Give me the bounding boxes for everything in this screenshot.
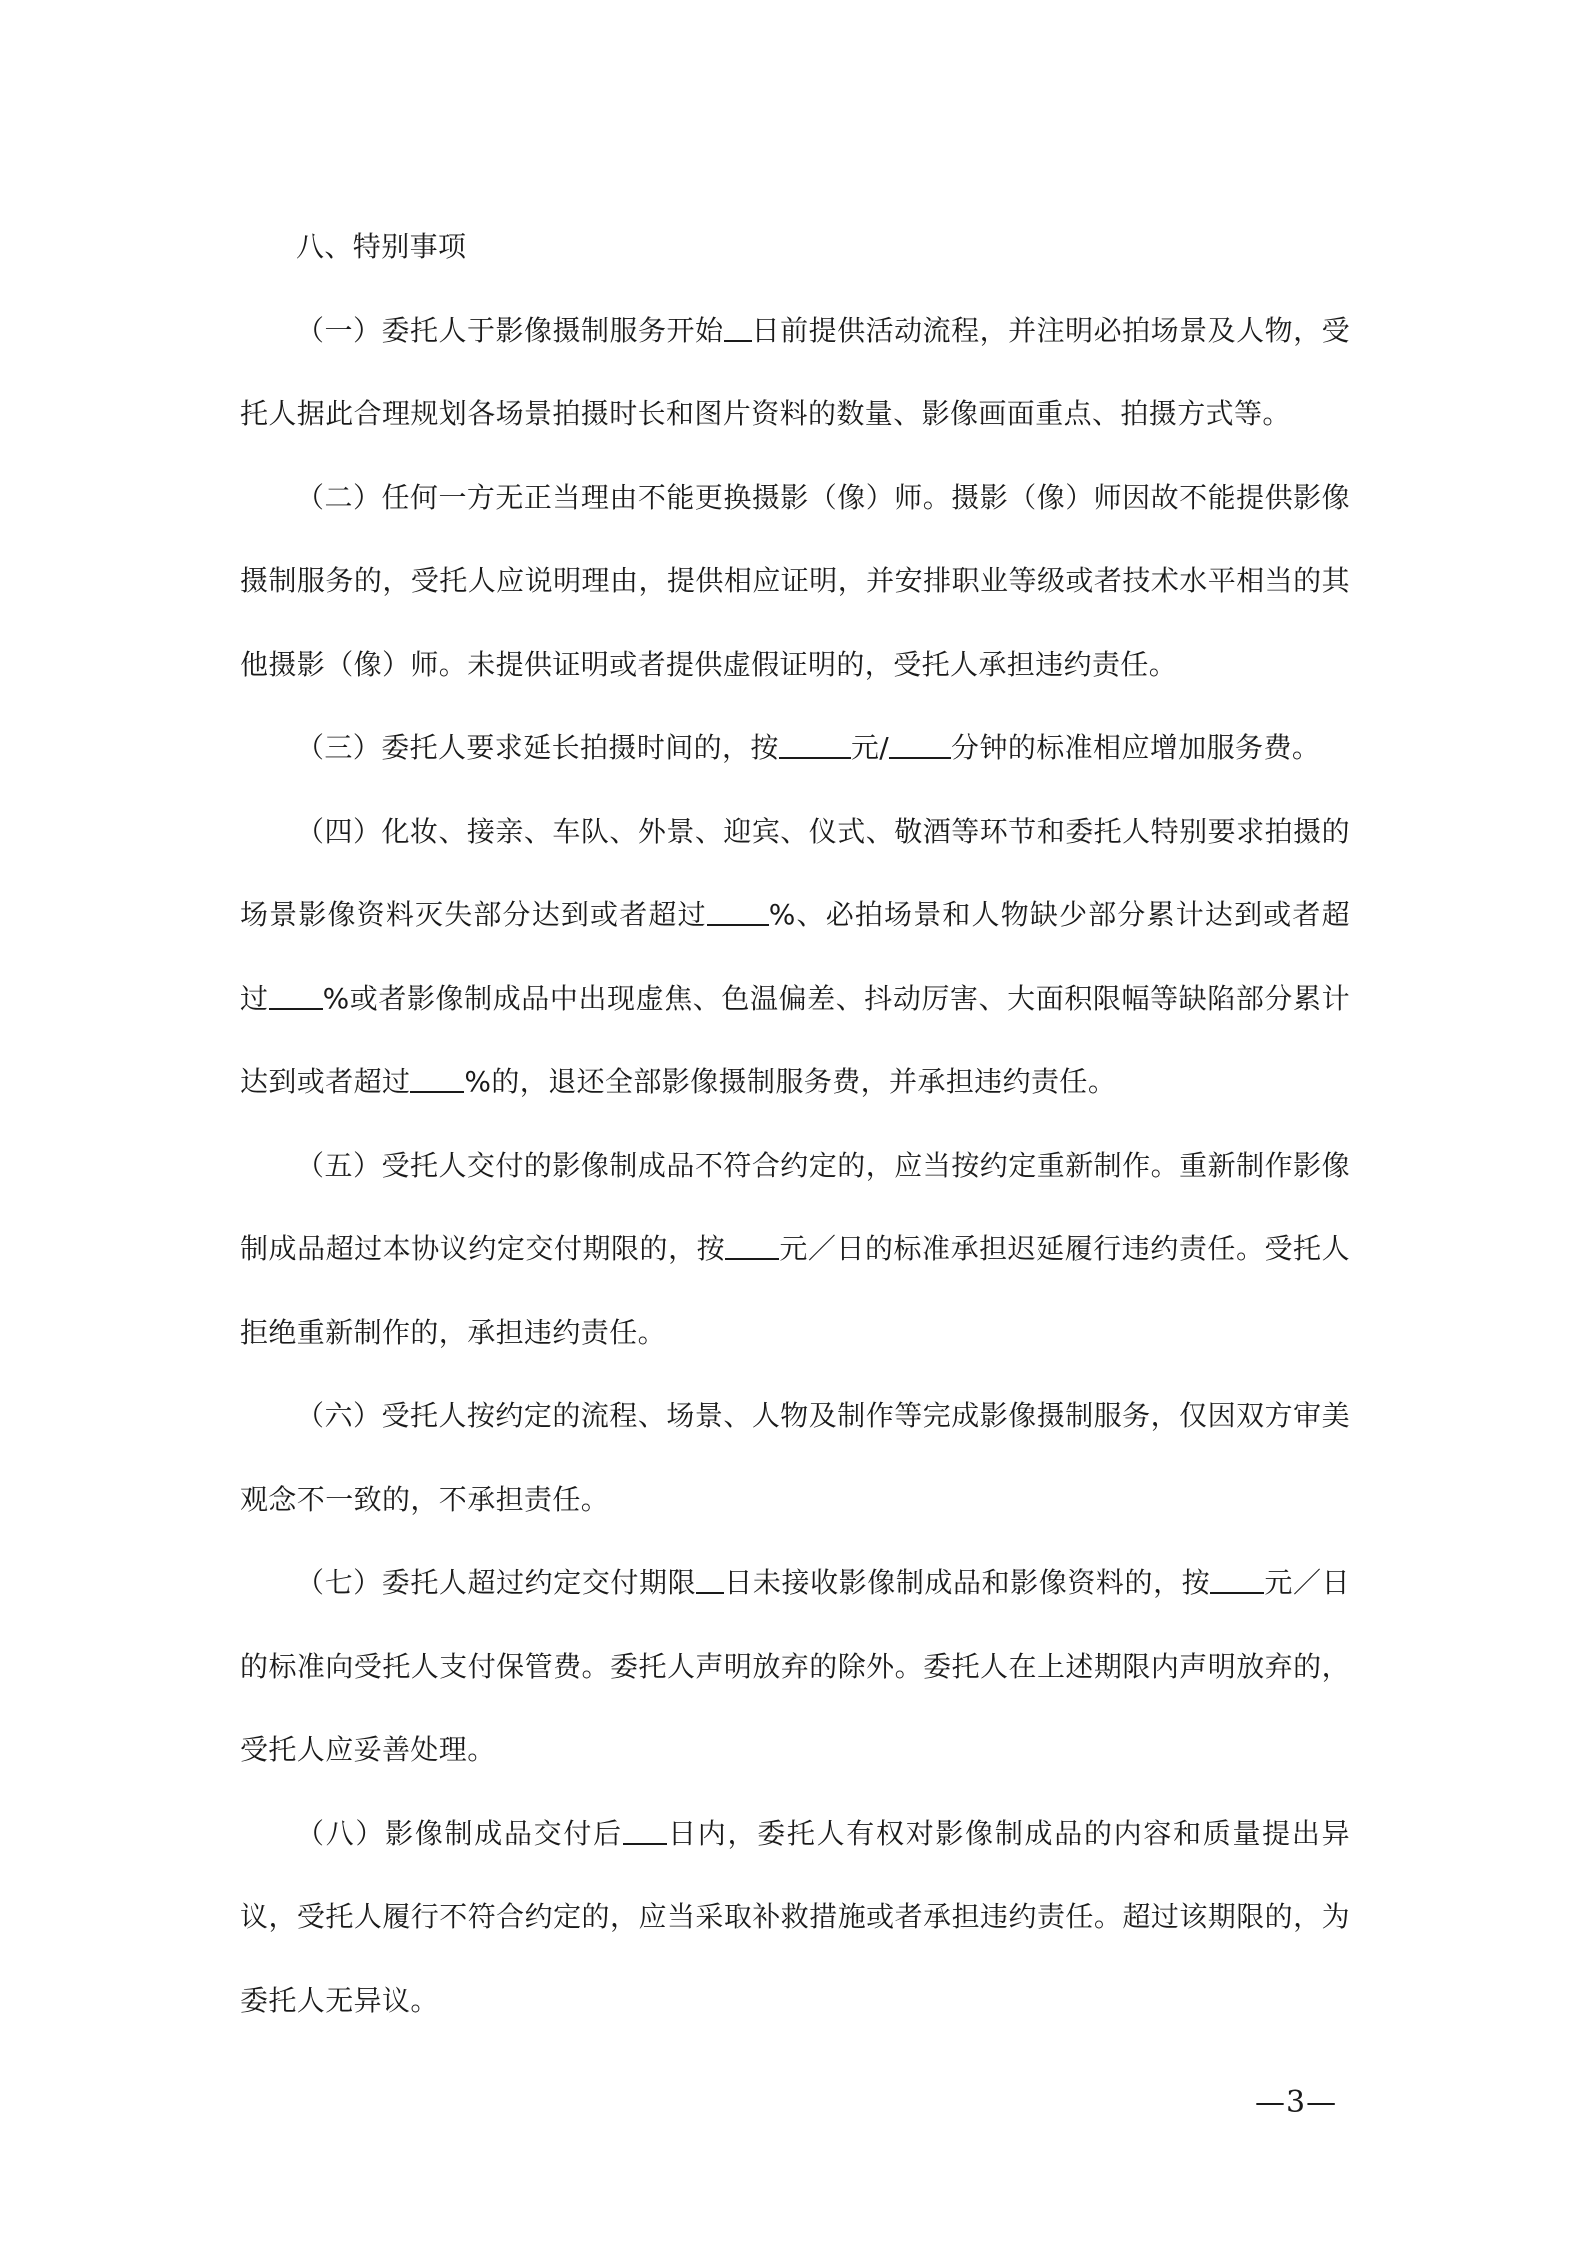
section-heading: 八、特别事项 [296,230,467,263]
fill-blank-yuan [779,729,851,759]
clause-2 [240,456,1350,707]
clause-text: （五）受托人交付的影像制成品不符合约定的，应当按约定重新制作。重新制作影像制成品超过本协议约定交付期限的，按 [240,1148,1350,1265]
document-body [240,205,1350,2042]
clause-text: 元/ [850,731,890,764]
clause-4 [240,790,1350,1124]
fill-blank-days-before [724,312,752,342]
fill-blank-percent-defect [410,1063,464,1093]
clause-text: （二）任何一方无正当理由不能更换摄影（像）师。摄影（像）师因故不能提供影像摄制服务的，受托人应说明理由，提供相应证明，并安排职业等级或者技术水平相当的其他摄影（像）师。未提供证明或者提供虚假证明的，受托人承担违约责任。 [240,480,1350,681]
clause-text: 元／日的标准向受托人支付保管费。委托人声明放弃的除外。委托人在上述期限内声明放弃的，受托人应妥善处理。 [240,1566,1350,1766]
clause-text: 分钟的标准相应增加服务费。 [951,731,1321,764]
clause-text: （四）化妆、接亲、车队、外景、迎宾、仪式、敬酒等环节和委托人特别要求拍摄的场景影像资料灭失部分达到或者超过 [240,814,1350,931]
clause-text: （一）委托人于影像摄制服务开始 [296,313,724,347]
clause-1 [240,289,1350,456]
clause-text: %或者影像制成品中出现虚焦、色温偏差、抖动厉害、大面积限幅等缺陷部分累计达到或者超过 [240,981,1350,1098]
clause-text: %、必拍场景和人物缺少部分累计达到或者超过 [240,898,1351,1015]
fill-blank-yuan-per-day [725,1230,779,1260]
clause-7 [240,1541,1350,1792]
fill-blank-objection-days [623,1815,667,1845]
fill-blank-days-overdue [696,1564,724,1594]
clause-6 [240,1374,1350,1541]
clause-text: 元／日的标准承担迟延履行违约责任。受托人拒绝重新制作的，承担违约责任。 [240,1232,1350,1349]
fill-blank-percent-lost [707,896,769,926]
clause-text: 日内，委托人有权对影像制成品的内容和质量提出异议，受托人履行不符合约定的，应当采取补救措施或者承担违约责任。超过该期限的，为委托人无异议。 [240,1816,1350,2017]
clause-text: （三）委托人要求延长拍摄时间的，按 [296,731,779,764]
clause-8 [240,1792,1350,2043]
clause-text: （八）影像制成品交付后 [296,1816,623,1850]
clause-5 [240,1124,1350,1375]
fill-blank-storage-fee [1210,1564,1264,1594]
page-number: —3— [1255,2085,1338,2120]
fill-blank-percent-missing [269,980,323,1010]
clause-text: 日前提供活动流程，并注明必拍场景及人物，受托人据此合理规划各场景拍摄时长和图片资料的数量、影像画面重点、拍摄方式等。 [240,313,1350,430]
clause-text: （七）委托人超过约定交付期限 [296,1566,697,1599]
clause-text: 日未接收影像制成品和影像资料的，按 [724,1566,1211,1599]
clause-text: （六）受托人按约定的流程、场景、人物及制作等完成影像摄制服务，仅因双方审美观念不一致的，不承担责任。 [240,1399,1350,1516]
fill-blank-minutes [889,729,951,759]
clause-text: %的，退还全部影像摄制服务费，并承担违约责任。 [464,1065,1117,1098]
clause-3 [240,706,1350,790]
